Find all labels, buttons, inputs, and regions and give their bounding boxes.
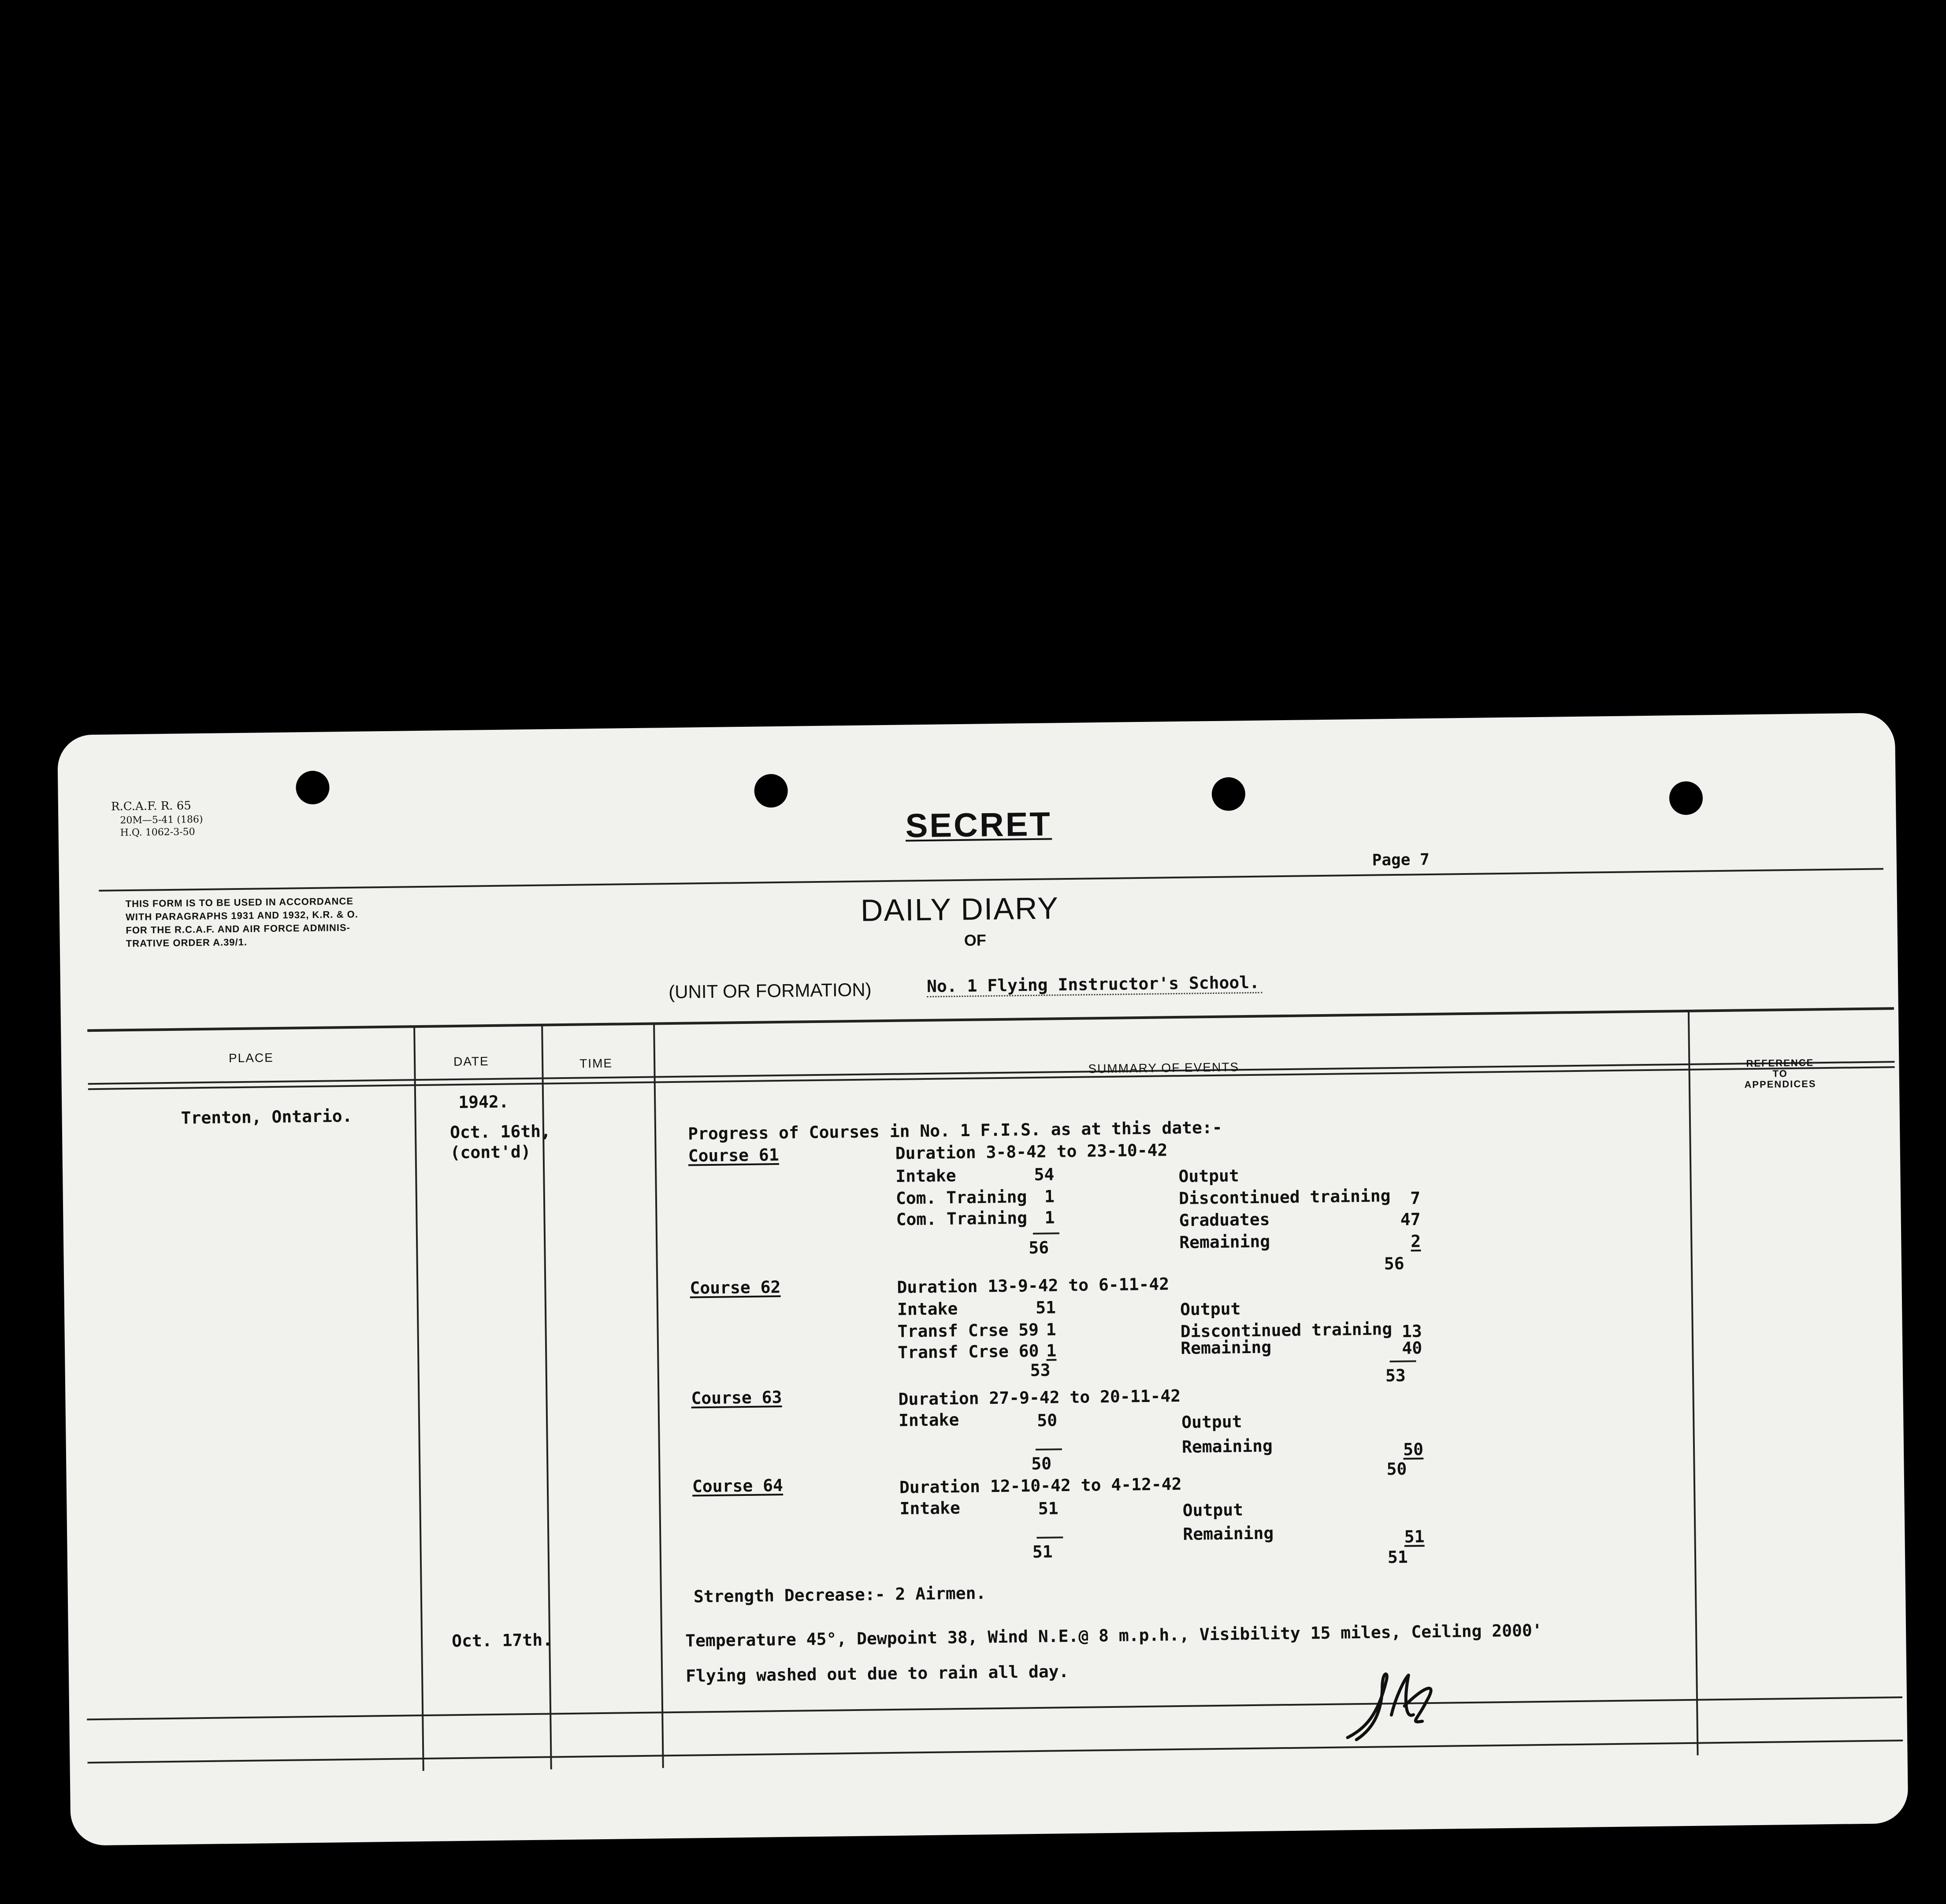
page-title: DAILY DIARY bbox=[860, 891, 1059, 928]
sum-rule bbox=[1033, 1232, 1059, 1235]
course-duration: Duration 3-8-42 to 23-10-42 bbox=[895, 1140, 1168, 1163]
strength-decrease: Strength Decrease:- 2 Airmen. bbox=[693, 1583, 986, 1606]
unit-label: (UNIT OR FORMATION) bbox=[668, 979, 872, 1003]
divider bbox=[99, 868, 1883, 891]
course-duration: Duration 27-9-42 to 20-11-42 bbox=[898, 1386, 1181, 1409]
intake-value: 1 bbox=[1046, 1320, 1056, 1339]
flying-note: Flying washed out due to rain all day. bbox=[685, 1662, 1069, 1686]
output-line-value: 50 bbox=[1403, 1439, 1424, 1459]
title-of: OF bbox=[964, 931, 987, 949]
punch-hole bbox=[1669, 781, 1703, 815]
output-line-label: Remaining bbox=[1179, 1231, 1270, 1252]
intake-label: Intake bbox=[899, 1498, 961, 1518]
punch-hole bbox=[754, 774, 788, 808]
progress-heading: Progress of Courses in No. 1 F.I.S. as at this date:- bbox=[687, 1117, 1222, 1144]
weather-line: Temperature 45°, Dewpoint 38, Wind N.E.@ 8 m.p.h., Visibility 15 miles, Ceiling 2000' bbox=[685, 1620, 1542, 1651]
column-rule bbox=[653, 1023, 664, 1768]
intake-value: 51 bbox=[1036, 1298, 1056, 1317]
unit-value: No. 1 Flying Instructor's School. bbox=[927, 973, 1263, 997]
table-top-rule bbox=[87, 1007, 1894, 1032]
column-rule bbox=[413, 1026, 424, 1771]
initials-signature bbox=[1338, 1661, 1453, 1746]
entry-date: Oct. 16th, bbox=[449, 1121, 551, 1142]
form-code: R.C.A.F. R. 65 bbox=[111, 799, 191, 814]
intake-total: 50 bbox=[1031, 1454, 1052, 1474]
output-line-value: 51 bbox=[1404, 1527, 1425, 1547]
print-line: H.Q. 1062-3-50 bbox=[120, 826, 195, 839]
course-name: Course 62 bbox=[690, 1277, 781, 1298]
intake-total: 51 bbox=[1032, 1542, 1053, 1562]
column-header-reference: REFERENCE TO APPENDICES bbox=[1744, 1057, 1816, 1090]
column-header-place: PLACE bbox=[228, 1051, 274, 1065]
intake-label: Com. Training bbox=[896, 1208, 1028, 1229]
intake-label: Transf Crse 60 bbox=[897, 1341, 1039, 1362]
intake-total: 56 bbox=[1029, 1238, 1049, 1258]
entry-place: Trenton, Ontario. bbox=[181, 1106, 353, 1128]
output-line-value: 13 bbox=[1401, 1321, 1422, 1341]
output-line-value: 40 bbox=[1402, 1338, 1422, 1358]
column-rule bbox=[1688, 1011, 1699, 1755]
intake-value: 1 bbox=[1044, 1208, 1055, 1227]
table-header-rule bbox=[88, 1061, 1895, 1085]
intake-label: Intake bbox=[895, 1166, 956, 1186]
intake-value: 1 bbox=[1046, 1341, 1057, 1361]
punch-hole bbox=[296, 770, 330, 804]
sum-rule bbox=[1036, 1536, 1063, 1539]
output-line-label: Discontinued training bbox=[1178, 1186, 1391, 1208]
classification-stamp: SECRET bbox=[905, 805, 1052, 845]
output-total: 53 bbox=[1385, 1365, 1406, 1386]
course-name: Course 64 bbox=[692, 1476, 784, 1496]
output-line-label: Remaining bbox=[1181, 1436, 1273, 1457]
output-total: 51 bbox=[1387, 1547, 1408, 1567]
output-line-label: Remaining bbox=[1183, 1523, 1274, 1544]
intake-label: Intake bbox=[897, 1299, 958, 1319]
diary-card bbox=[57, 713, 1908, 1846]
output-line-label: Graduates bbox=[1179, 1209, 1270, 1230]
sum-rule bbox=[1036, 1448, 1062, 1450]
output-line-label: Remaining bbox=[1180, 1337, 1272, 1358]
course-duration: Duration 13-9-42 to 6-11-42 bbox=[897, 1274, 1170, 1297]
output-label: Output bbox=[1178, 1166, 1239, 1186]
output-line-value: 7 bbox=[1410, 1188, 1421, 1208]
page-number: Page 7 bbox=[1372, 850, 1430, 870]
column-header-time: TIME bbox=[579, 1056, 613, 1071]
card-bottom-rule bbox=[87, 1740, 1903, 1763]
table-bottom-rule bbox=[87, 1696, 1902, 1720]
course-name: Course 63 bbox=[691, 1387, 782, 1408]
intake-label: Transf Crse 59 bbox=[897, 1320, 1039, 1341]
sum-rule bbox=[1390, 1360, 1416, 1362]
intake-value: 50 bbox=[1037, 1410, 1058, 1430]
output-total: 56 bbox=[1384, 1253, 1404, 1274]
output-line-label: Discontinued training bbox=[1180, 1319, 1393, 1341]
output-line-value: 47 bbox=[1400, 1209, 1421, 1229]
entry-date-note: (cont'd) bbox=[450, 1142, 531, 1163]
entry-year: 1942. bbox=[458, 1092, 509, 1112]
print-line: 20M—5-41 (186) bbox=[120, 814, 203, 826]
output-label: Output bbox=[1182, 1500, 1244, 1520]
intake-label: Com. Training bbox=[895, 1187, 1027, 1208]
column-header-date: DATE bbox=[453, 1054, 489, 1069]
intake-value: 51 bbox=[1038, 1499, 1058, 1518]
course-name: Course 61 bbox=[688, 1145, 779, 1166]
intake-total: 53 bbox=[1030, 1360, 1051, 1380]
intake-value: 54 bbox=[1034, 1164, 1055, 1184]
entry-date: Oct. 17th. bbox=[451, 1630, 553, 1651]
output-total: 50 bbox=[1386, 1459, 1407, 1479]
intake-value: 1 bbox=[1044, 1186, 1055, 1206]
output-label: Output bbox=[1180, 1299, 1241, 1319]
intake-label: Intake bbox=[898, 1410, 959, 1430]
punch-hole bbox=[1211, 777, 1245, 811]
form-notice: THIS FORM IS TO BE USED IN ACCORDANCE WITH PARAGRAPHS 1931 AND 1932, K.R. & O. FOR THE R.C.A.F. AND AIR FORCE ADMINIS- TRATIVE ORDER A.39/1. bbox=[125, 895, 358, 949]
table-header-rule bbox=[88, 1066, 1895, 1090]
course-duration: Duration 12-10-42 to 4-12-42 bbox=[899, 1474, 1182, 1497]
output-label: Output bbox=[1181, 1412, 1242, 1432]
column-header-summary: SUMMARY OF EVENTS bbox=[1088, 1060, 1240, 1076]
output-line-value: 2 bbox=[1411, 1231, 1421, 1251]
